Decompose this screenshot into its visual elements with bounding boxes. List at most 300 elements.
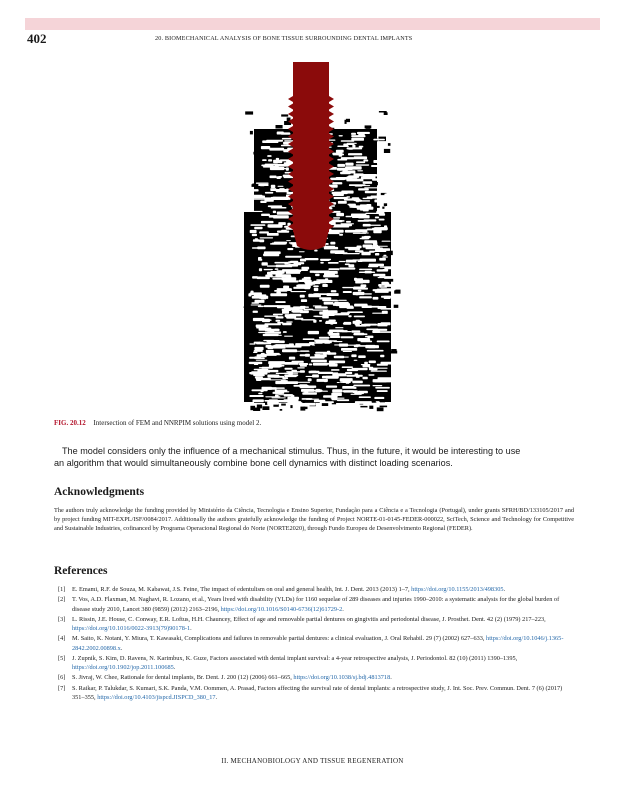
bone-speck	[250, 259, 256, 261]
bone-void	[277, 176, 281, 179]
reference-text: M. Saito, K. Notani, Y. Miura, T. Kawasaki, Complications and failures in removable partial dentures: a clinical evaluation, J. Oral Rehabil. 29 (7) (2002) 627–633,	[72, 635, 487, 643]
bone-speck	[346, 285, 351, 289]
bone-void	[276, 373, 290, 374]
bone-speck	[360, 351, 365, 354]
bone-void	[251, 305, 262, 306]
bone-void	[348, 175, 359, 178]
bone-void	[353, 391, 365, 393]
bone-void	[305, 354, 310, 357]
bone-void	[377, 390, 388, 392]
bone-void	[313, 293, 319, 295]
bone-void	[331, 398, 345, 399]
bone-void	[253, 318, 265, 321]
bone-speck	[336, 281, 340, 283]
reference-doi-link[interactable]: https://doi.org/10.4103/jispcd.JISPCD_380_17	[97, 694, 216, 702]
bone-speck	[291, 323, 299, 326]
bone-void	[265, 275, 272, 278]
bone-speck	[245, 111, 253, 114]
bone-void	[363, 377, 368, 380]
bone-void	[286, 167, 289, 170]
bone-void	[341, 140, 355, 142]
bone-void	[265, 396, 280, 397]
bone-speck	[350, 274, 358, 278]
bone-void	[359, 296, 372, 298]
acknowledgments-heading: Acknowledgments	[54, 486, 145, 498]
bone-void	[289, 357, 295, 360]
bone-void	[348, 153, 362, 155]
bone-void	[320, 401, 334, 403]
bone-void	[343, 172, 348, 173]
reference-number: [2]	[58, 596, 66, 604]
reference-doi-link[interactable]: https://doi.org/10.1902/jop.2011.100685	[72, 664, 174, 672]
bone-void	[306, 376, 316, 377]
bone-void	[332, 373, 346, 376]
bone-void	[258, 257, 262, 260]
bone-void	[347, 311, 363, 313]
bone-void	[270, 188, 276, 191]
bone-void	[369, 264, 384, 267]
bone-void	[315, 354, 327, 357]
bone-speck	[265, 402, 267, 405]
bone-void	[260, 391, 263, 393]
bone-void	[253, 189, 258, 191]
bone-speck	[254, 267, 256, 270]
bone-void	[264, 305, 279, 307]
bone-void	[302, 392, 317, 395]
implant-thread	[288, 111, 293, 117]
bone-void	[354, 156, 368, 159]
bone-void	[348, 264, 354, 267]
bone-void	[334, 357, 349, 358]
bone-void	[369, 225, 381, 226]
bone-void	[382, 311, 388, 314]
bone-void	[304, 403, 316, 406]
bone-void	[360, 259, 376, 262]
bone-void	[339, 306, 353, 309]
bone-speck	[316, 386, 323, 388]
bone-void	[252, 234, 257, 236]
bone-void	[254, 342, 261, 344]
bone-speck	[391, 251, 393, 255]
bone-void	[314, 250, 317, 252]
bone-void	[342, 386, 354, 389]
bone-void	[373, 297, 379, 300]
bone-void	[363, 245, 373, 248]
bone-void	[270, 167, 284, 170]
bone-void	[359, 272, 375, 274]
bone-void	[251, 196, 265, 199]
bone-void	[282, 349, 287, 350]
bone-void	[299, 384, 307, 387]
bone-speck	[361, 317, 365, 320]
bone-speck	[267, 171, 271, 174]
bone-void	[332, 182, 342, 184]
bone-void	[354, 316, 365, 318]
bone-void	[284, 263, 288, 265]
bone-void	[330, 322, 333, 325]
bone-speck	[384, 203, 387, 206]
bone-void	[346, 375, 362, 377]
bone-void	[353, 205, 369, 208]
bone-speck	[250, 351, 254, 354]
bone-void	[281, 132, 291, 134]
bone-speck	[348, 295, 354, 299]
bone-void	[324, 302, 334, 305]
bone-void	[329, 333, 340, 336]
bone-speck	[365, 125, 372, 128]
header-band	[25, 18, 600, 30]
body-paragraph-line-1: The model considers only the influence of a mechanical stimulus. Thus, in the future, it would be interesting to use	[62, 446, 521, 456]
bone-void	[267, 340, 280, 342]
bone-speck	[252, 184, 256, 186]
bone-void	[377, 194, 380, 196]
bone-void	[359, 200, 371, 201]
bone-void	[268, 319, 272, 321]
bone-void	[384, 296, 391, 299]
bone-void	[332, 394, 341, 396]
bone-void	[351, 135, 365, 137]
bone-void	[299, 251, 305, 252]
bone-void	[327, 293, 339, 296]
reference-number: [7]	[58, 684, 66, 692]
bone-speck	[295, 337, 301, 339]
bone-void	[360, 209, 364, 211]
bone-speck	[327, 255, 332, 257]
bone-void	[250, 230, 257, 233]
bone-void	[361, 284, 367, 287]
bone-void	[289, 314, 301, 317]
bone-void	[283, 280, 299, 282]
bone-void	[379, 258, 386, 261]
bone-void	[259, 296, 268, 299]
bone-void	[334, 344, 345, 345]
bone-void	[365, 191, 379, 193]
bone-void	[300, 259, 306, 262]
bone-speck	[303, 407, 307, 409]
reference-doi-link[interactable]: https://doi.org/10.1016/0022-3913(79)90178-1	[72, 625, 191, 633]
bone-void	[313, 316, 318, 317]
bone-speck	[264, 240, 269, 242]
reference-text: T. Vos, A.D. Flaxman, M. Naghavi, R. Lozano, et al., Years lived with disability (YLDs) for 1160 sequelae of 289 diseases and injuries 1990–2010: a systematic analysis for the global burden of disease study 2010, Lancet 380 (9859) (2012) 2163–2196,	[72, 596, 560, 613]
bone-void	[336, 213, 344, 216]
bone-speck	[334, 254, 337, 256]
reference-item	[58, 585, 576, 595]
bone-speck	[314, 324, 319, 326]
bone-void	[259, 268, 262, 271]
bone-void	[358, 355, 366, 358]
bone-void	[333, 154, 344, 156]
bone-void	[253, 352, 258, 353]
bone-speck	[309, 255, 316, 257]
bone-void	[339, 234, 343, 236]
bone-void	[341, 348, 357, 351]
bone-void	[267, 265, 276, 266]
reference-number: [1]	[58, 586, 66, 593]
implant-thread	[329, 111, 334, 117]
bone-void	[365, 345, 375, 348]
figure-bone-implant	[100, 62, 520, 414]
bone-void	[371, 371, 387, 372]
bone-void	[352, 145, 355, 148]
bone-void	[278, 335, 281, 336]
bone-void	[344, 345, 358, 346]
bone-speck	[388, 143, 391, 146]
bone-void	[268, 224, 283, 227]
bone-void	[367, 229, 373, 231]
bone-void	[273, 392, 285, 394]
bone-void	[282, 323, 292, 325]
bone-void	[255, 238, 258, 239]
bone-void	[373, 139, 385, 141]
bone-void	[337, 164, 345, 167]
reference-end: .	[173, 664, 176, 672]
bone-speck	[317, 349, 319, 352]
bone-void	[305, 258, 319, 260]
bone-void	[284, 336, 293, 337]
bone-void	[315, 389, 322, 392]
bone-void	[366, 241, 371, 243]
bone-void	[355, 401, 372, 404]
bone-void	[296, 263, 301, 265]
bone-void	[300, 295, 305, 298]
bone-void	[316, 279, 326, 281]
bone-void	[343, 291, 352, 293]
bone-speck	[371, 236, 376, 239]
bone-void	[325, 278, 328, 281]
bone-speck	[379, 111, 387, 113]
bone-void	[268, 159, 272, 161]
bone-void	[277, 354, 282, 355]
implant-body	[293, 62, 329, 232]
bone-void	[251, 291, 254, 294]
bone-speck	[271, 157, 275, 159]
bone-void	[358, 220, 370, 222]
implant-thread	[329, 119, 334, 125]
bone-void	[320, 259, 329, 261]
bone-void	[322, 284, 328, 287]
reference-doi-link[interactable]: https://doi.org/10.1038/sj.bdj.4813718	[293, 674, 391, 682]
bone-void	[374, 397, 384, 399]
bone-speck	[269, 283, 272, 286]
bone-speck	[258, 381, 265, 384]
bone-void	[252, 296, 260, 299]
reference-number: [5]	[58, 654, 66, 662]
bone-void	[262, 367, 273, 369]
bone-void	[345, 163, 353, 166]
bone-void	[275, 390, 288, 392]
implant-shape	[288, 62, 334, 250]
bone-void	[297, 382, 310, 383]
bone-void	[275, 301, 285, 303]
bone-void	[345, 247, 361, 249]
bone-void	[262, 262, 268, 265]
bone-speck	[391, 349, 396, 353]
reference-number: [6]	[58, 674, 66, 682]
bone-void	[270, 330, 275, 333]
bone-void	[264, 269, 273, 270]
bone-void	[249, 395, 263, 397]
reference-end: .	[342, 605, 344, 613]
bone-void	[337, 399, 349, 401]
reference-end: .	[190, 625, 192, 633]
bone-speck	[377, 407, 384, 411]
bone-void	[377, 289, 393, 292]
bone-void	[378, 284, 381, 287]
bone-void	[380, 355, 384, 358]
bone-speck	[281, 404, 286, 406]
bone-void	[326, 386, 337, 388]
bone-void	[376, 211, 384, 214]
bone-void	[308, 331, 319, 334]
bone-void	[285, 256, 302, 258]
bone-void	[379, 331, 393, 333]
bone-void	[351, 354, 356, 357]
bone-void	[274, 329, 279, 331]
bone-speck	[262, 406, 269, 410]
bone-void	[314, 271, 330, 274]
bone-void	[359, 396, 371, 398]
reference-item	[58, 673, 576, 683]
bone-void	[361, 341, 373, 343]
bone-void	[250, 224, 265, 226]
bone-speck	[296, 251, 300, 254]
bone-void	[339, 220, 345, 222]
bone-speck	[368, 137, 370, 139]
bone-speck	[373, 206, 379, 208]
page-number: 402	[27, 31, 47, 46]
reference-doi-link[interactable]: https://doi.org/10.1016/S0140-6736(12)61729-2	[220, 605, 343, 613]
implant-thread	[288, 104, 293, 110]
bone-void	[253, 399, 264, 402]
bone-void	[273, 345, 285, 347]
bone-void	[283, 286, 289, 289]
bone-void	[254, 350, 263, 352]
bone-void	[256, 183, 269, 184]
bone-void	[377, 364, 388, 366]
reference-item	[58, 595, 576, 614]
bone-void	[324, 341, 330, 344]
bone-speck	[333, 227, 337, 229]
bone-void	[344, 144, 354, 145]
bone-void	[330, 178, 345, 181]
bone-void	[288, 261, 295, 263]
bone-void	[286, 371, 301, 372]
bone-void	[334, 192, 348, 195]
bone-void	[385, 266, 396, 268]
bone-speck	[311, 335, 316, 339]
bone-void	[261, 165, 273, 167]
bone-void	[376, 401, 380, 403]
bone-void	[272, 397, 286, 398]
bone-speck	[266, 187, 268, 191]
bone-void	[293, 270, 301, 273]
bone-void	[329, 320, 336, 322]
bone-void	[366, 329, 378, 331]
bone-void	[254, 227, 262, 229]
bone-void	[260, 184, 265, 186]
bone-void	[353, 385, 370, 387]
figure-label: FIG. 20.12	[54, 419, 86, 427]
bone-void	[355, 324, 360, 326]
bone-void	[379, 276, 395, 278]
bone-void	[362, 233, 369, 234]
reference-text: S. Raikar, P. Talukdar, S. Kumari, S.K. Panda, V.M. Oommen, A. Prasad, Factors affecting the survival rate of dental implants: a retrospective study, J. Int. Soc. Prev. Commun. Dent. 7 (6) (2017) 351–355,	[72, 684, 563, 702]
bone-void	[381, 189, 390, 191]
bone-void	[264, 323, 281, 325]
bone-void	[379, 379, 388, 382]
bone-void	[253, 311, 258, 313]
bone-void	[276, 265, 293, 268]
bone-speck	[370, 286, 374, 290]
bone-void	[375, 217, 379, 219]
bone-speck	[360, 406, 367, 408]
bone-void	[357, 132, 370, 134]
bone-speck	[250, 406, 255, 410]
bone-void	[337, 382, 340, 383]
acknowledgments-text: The authors truly acknowledge the funding provided by Ministério da Ciência, Tecnologia e Ensino Superior, Fundação para a Ciência e a Tecnologia (Portugal), under grants SFRH/BD/133105/2017 and by project funding MIT-EXPL/ISF/0084/2017. Additionally the authors gratefully acknowledge the funding of Project NORTE-01-0145-FEDER-000022, SciTech, Science and Technology for Competitive and Sustainable Industries, cofinanced by Programa Operacional Regional do Norte (NORTE2020), through Fundo Europeu de Desenvolvimento Regional (FEDER).	[54, 507, 574, 533]
bone-void	[261, 214, 270, 216]
bone-void	[264, 197, 271, 198]
bone-speck	[338, 276, 341, 278]
bone-void	[347, 147, 363, 149]
bone-speck	[370, 148, 372, 150]
bone-void	[385, 284, 397, 287]
bone-void	[274, 290, 287, 292]
bone-speck	[333, 132, 336, 136]
bone-void	[334, 341, 343, 342]
bone-void	[346, 260, 357, 263]
bone-void	[382, 241, 391, 242]
reference-doi-link[interactable]: https://doi.org/10.1046/j.1365-2842.2002.00898.x	[72, 635, 564, 652]
bone-speck	[297, 293, 300, 295]
bone-speck	[281, 114, 288, 116]
bone-void	[284, 308, 300, 311]
bone-void	[324, 273, 335, 276]
bone-void	[311, 360, 327, 363]
bone-speck	[346, 119, 350, 122]
bone-void	[301, 267, 309, 270]
bone-void	[371, 368, 377, 370]
reference-number: [3]	[58, 615, 66, 623]
bone-void	[267, 233, 279, 236]
bone-speck	[265, 132, 271, 134]
bone-void	[299, 280, 312, 282]
bone-speck	[250, 131, 253, 135]
bone-void	[338, 169, 341, 171]
bone-speck	[338, 296, 346, 300]
references-heading: References	[54, 565, 108, 577]
bone-void	[384, 225, 387, 228]
bone-void	[373, 274, 385, 277]
reference-item	[58, 654, 576, 673]
bone-void	[286, 321, 293, 322]
bone-void	[332, 300, 338, 301]
reference-number: [4]	[58, 635, 66, 643]
bone-void	[249, 362, 263, 364]
bone-speck	[254, 171, 257, 174]
bone-void	[319, 297, 331, 299]
reference-end: .	[120, 644, 123, 652]
bone-void	[319, 320, 322, 322]
bone-void	[357, 170, 363, 171]
bone-void	[375, 253, 379, 256]
bone-speck	[374, 374, 377, 378]
bone-speck	[358, 273, 363, 277]
bone-speck	[308, 366, 311, 368]
reference-doi-link[interactable]: https://doi.org/10.1155/2013/498305	[411, 586, 504, 593]
bone-void	[363, 198, 373, 199]
bone-void	[260, 201, 266, 203]
